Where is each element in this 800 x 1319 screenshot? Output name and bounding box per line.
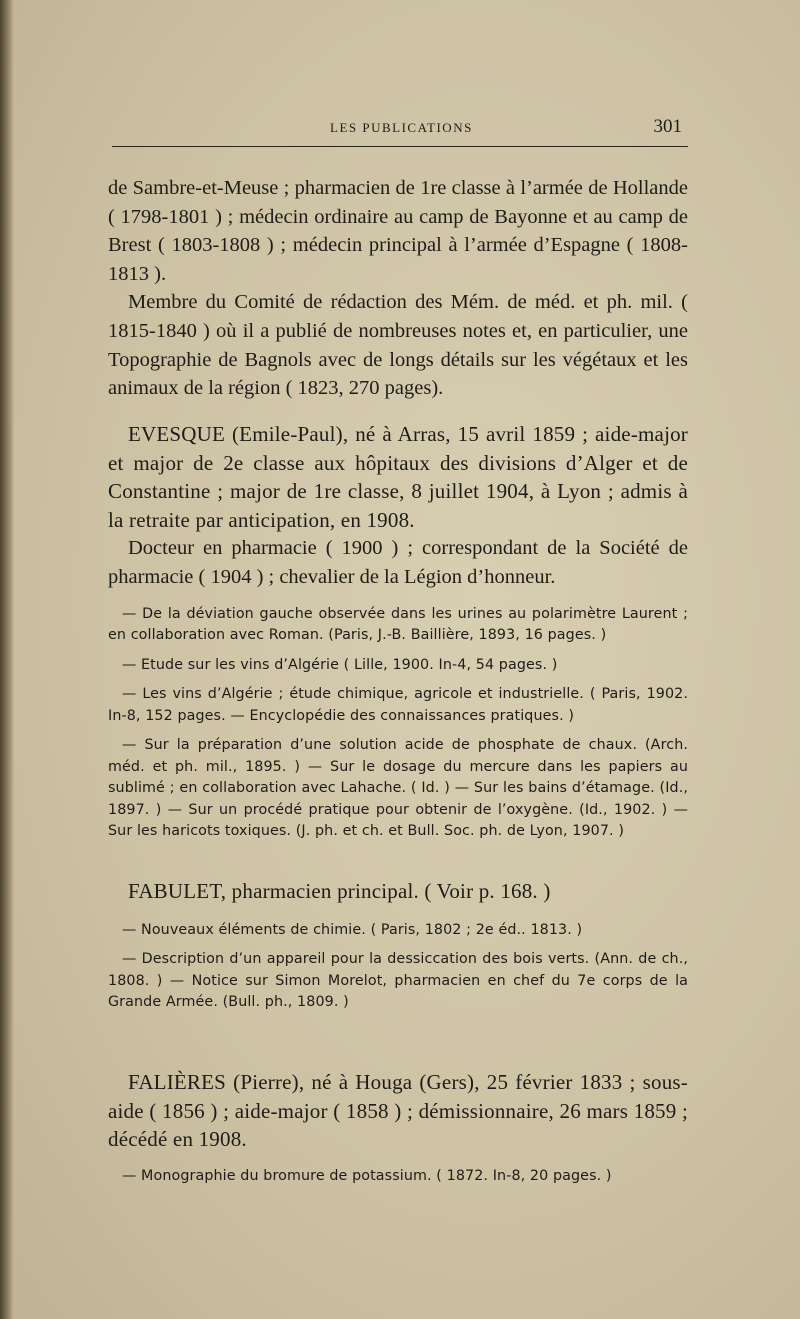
entry-heading: FABULET, pharmacien principal. ( Voir p. 168. )	[128, 879, 551, 903]
running-head-title: LES PUBLICATIONS	[330, 120, 473, 135]
entry-heading: EVESQUE (Emile-Paul), né à Arras, 15 avril 1859 ; aide-major et major de 2e classe aux hôpitaux des divisions d’Alger et de Constantine ; major de 1re classe, 8 juillet 1904, à Lyon ; admis à la retraite par anticipation, en 1908.	[108, 422, 688, 532]
page-number: 301	[653, 116, 682, 137]
work-item: — Sur la préparation d’une solution acide de phosphate de chaux. (Arch. méd. et ph. mil., 1895. ) — Sur le dosage du mercure dans les papiers au sublimé ; en collaboration avec Lahache. ( Id. ) — Sur les bains d’étamage. (Id., 1897. ) — Sur un procédé pratique pour obtenir de l’oxygène. (Id., 1902. ) — Sur les haricots toxiques. (J. ph. et ch. et Bull. Soc. ph. de Lyon, 1907. )	[108, 737, 688, 840]
header-rule	[112, 146, 688, 147]
entry-paragraph: Docteur en pharmacie ( 1900 ) ; correspondant de la Société de pharmacie ( 1904 ) ; chevalier de la Légion d’honneur.	[108, 537, 688, 588]
work-item: — Etude sur les vins d’Algérie ( Lille, 1900. In-4, 54 pages. )	[122, 656, 558, 673]
entry-evesque	[108, 420, 688, 843]
entry-continuation	[108, 174, 688, 403]
entry-paragraph: de Sambre-et-Meuse ; pharmacien de 1re classe à l’armée de Hollande ( 1798-1801 ) ; médecin ordinaire au camp de Bayonne et au camp de Brest ( 1803-1808 ) ; médecin principal à l’armée d’Espagne ( 1808-1813 ).	[108, 177, 688, 285]
work-item: — Les vins d’Algérie ; étude chimique, agricole et industrielle. ( Paris, 1902. In-8, 152 pages. — Encyclopédie des connaissances pratiques. )	[108, 686, 688, 724]
entry-paragraph: Membre du Comité de rédaction des Mém. de méd. et ph. mil. ( 1815-1840 ) où il a publié de nombreuses notes et, en particulier, une Topographie de Bagnols avec de longs détails sur les végétaux et les animaux de la région ( 1823, 270 pages).	[108, 291, 688, 400]
work-item: — Monographie du bromure de potassium. ( 1872. In-8, 20 pages. )	[122, 1167, 612, 1184]
running-head	[108, 116, 688, 144]
work-item: — Nouveaux éléments de chimie. ( Paris, 1802 ; 2e éd.. 1813. )	[122, 921, 583, 938]
entry-heading: FALIÈRES (Pierre), né à Houga (Gers), 25 février 1833 ; sous-aide ( 1856 ) ; aide-major ( 1858 ) ; démissionnaire, 26 mars 1859 ; décédé en 1908.	[108, 1070, 688, 1152]
entry-falieres	[108, 1068, 688, 1187]
work-item: — Description d’un appareil pour la dessiccation des bois verts. (Ann. de ch., 1808. ) — Notice sur Simon Morelot, pharmacien en chef du 7e corps de la Grande Armée. (Bull. ph., 1809. )	[108, 951, 688, 1011]
entry-fabulet	[108, 877, 688, 1014]
work-item: — De la déviation gauche observée dans les urines au polarimètre Laurent ; en collaboration avec Roman. (Paris, J.-B. Baillière, 1893, 16 pages. )	[108, 605, 688, 644]
